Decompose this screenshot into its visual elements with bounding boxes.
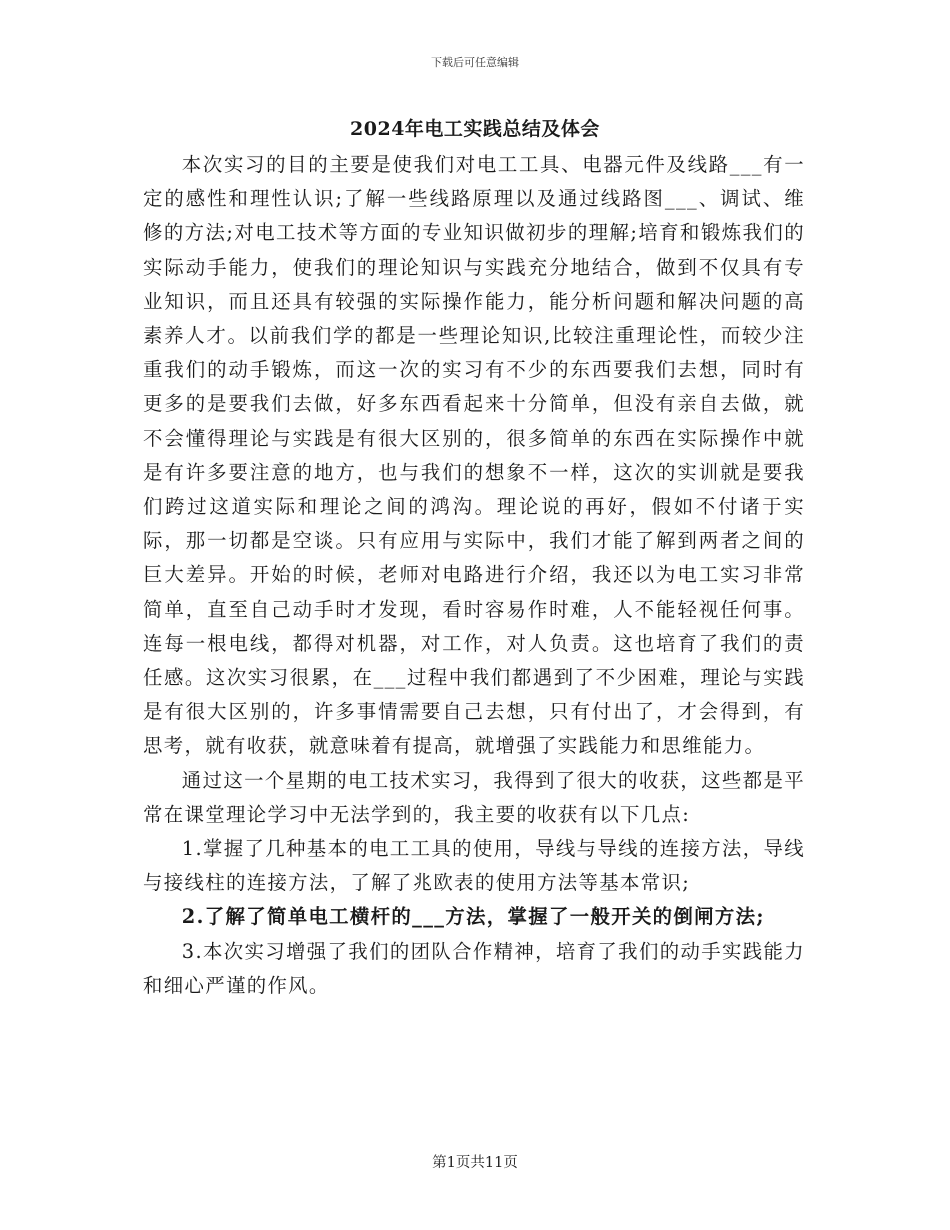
list-item-2: 2.了解了简单电工横杆的___方法，掌握了一般开关的倒闸方法; — [181, 905, 765, 929]
paragraph-intro: 本次实习的目的主要是使我们对电工工具、电器元件及线路___有一定的感性和理性认识;了解一些线路原理以及通过线路图___、调试、维修的方法;对电工技术等方面的专业知识做初步的理解;培育和锻炼我们的实际动手能力，使我们的理论知识与实践充分地结合，做到不仅具有专业知识，而且还具有较强的实际操作能力，能分析问题和解决问题的高素养人才。以前我们学的都是一些理论知识,比较注重理论性，而较少注重我们的动手锻炼，而这一次的实习有不少的东西要我们去想，同时有更多的是要我们去做，好多东西看起来十分简单，但没有亲自去做，就不会懂得理论与实践是有很大区别的，很多简单的东西在实际操作中就是有许多要注意的地方，也与我们的想象不一样，这次的实训就是要我们跨过这道实际和理论之间的鸿沟。理论说的再好，假如不付诸于实际，那一切都是空谈。只有应用与实际中，我们才能了解到两者之间的巨大差异。开始的时候，老师对电路进行介绍，我还以为电工实习非常简单，直至自己动手时才发现，看时容易作时难，人不能轻视任何事。连每一根电线，都得对机器，对工作，对人负责。这也培育了我们的责任感。这次实习很累，在___过程中我们都遇到了不少困难，理论与实践是有很大区别的，许多事情需要自己去想，只有付出了，才会得到，有思考，就有收获，就意味着有提高，就增强了实践能力和思维能力。 — [143, 153, 805, 758]
document-title: 2024年电工实践总结及体会 — [350, 118, 600, 140]
header-note: 下载后可任意编辑 — [431, 56, 519, 69]
document-body — [143, 148, 805, 1003]
paragraph-summary: 通过这一个星期的电工技术实习，我得到了很大的收获，这些都是平常在课堂理论学习中无法学到的，我主要的收获有以下几点: — [143, 768, 805, 826]
page-footer: 第1页共11页 — [432, 1155, 518, 1171]
list-item-1: 1.掌握了几种基本的电工工具的使用，导线与导线的连接方法，导线与接线柱的连接方法，了解了兆欧表的使用方法等基本常识; — [143, 837, 805, 895]
list-item-3: 3.本次实习增强了我们的团队合作精神，培育了我们的动手实践能力和细心严谨的作风。 — [143, 939, 805, 997]
